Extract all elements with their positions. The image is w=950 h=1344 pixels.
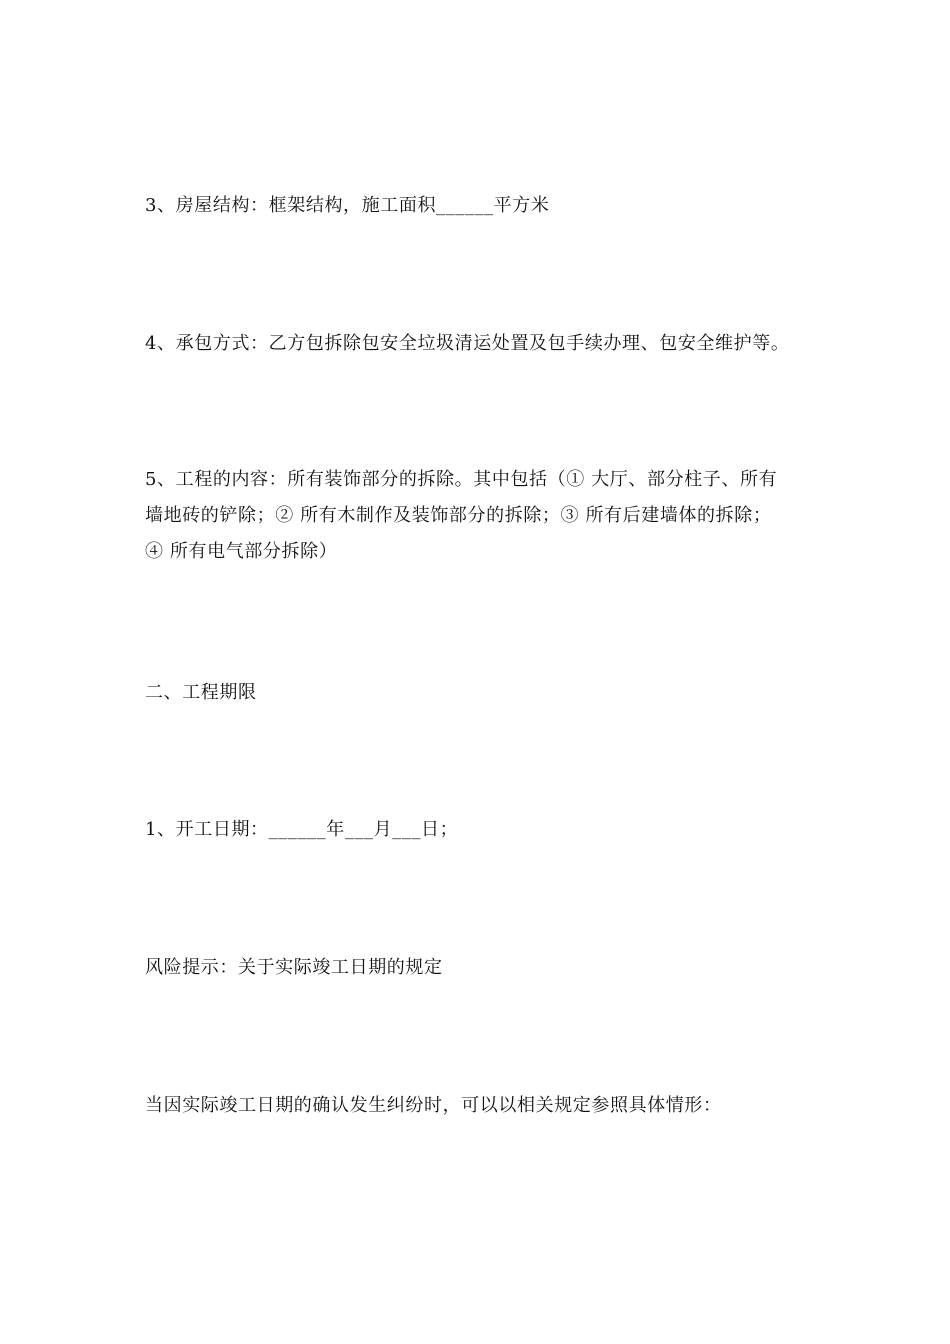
paragraph-contract-method: 4、承包方式：乙方包拆除包安全垃圾清运处置及包手续办理、包安全维护等。: [145, 333, 790, 354]
paragraph-line: 墙地砖的铲除；② 所有木制作及装饰部分的拆除；③ 所有后建墙体的拆除；: [145, 505, 772, 526]
paragraph-project-content: [145, 462, 805, 570]
paragraph-risk-tip: 风险提示：关于实际竣工日期的规定: [145, 957, 443, 978]
paragraph-line: ④ 所有电气部分拆除）: [145, 541, 338, 562]
section-heading-project-period: 二、工程期限: [145, 682, 257, 703]
paragraph-start-date: 1、开工日期：______年___月___日；: [145, 819, 459, 840]
paragraph-line: 5、工程的内容：所有装饰部分的拆除。其中包括（① 大厅、部分柱子、所有: [145, 469, 778, 490]
paragraph-house-structure: 3、房屋结构：框架结构，施工面积______平方米: [145, 195, 550, 216]
paragraph-completion-note: 当因实际竣工日期的确认发生纠纷时，可以以相关规定参照具体情形：: [145, 1095, 722, 1116]
